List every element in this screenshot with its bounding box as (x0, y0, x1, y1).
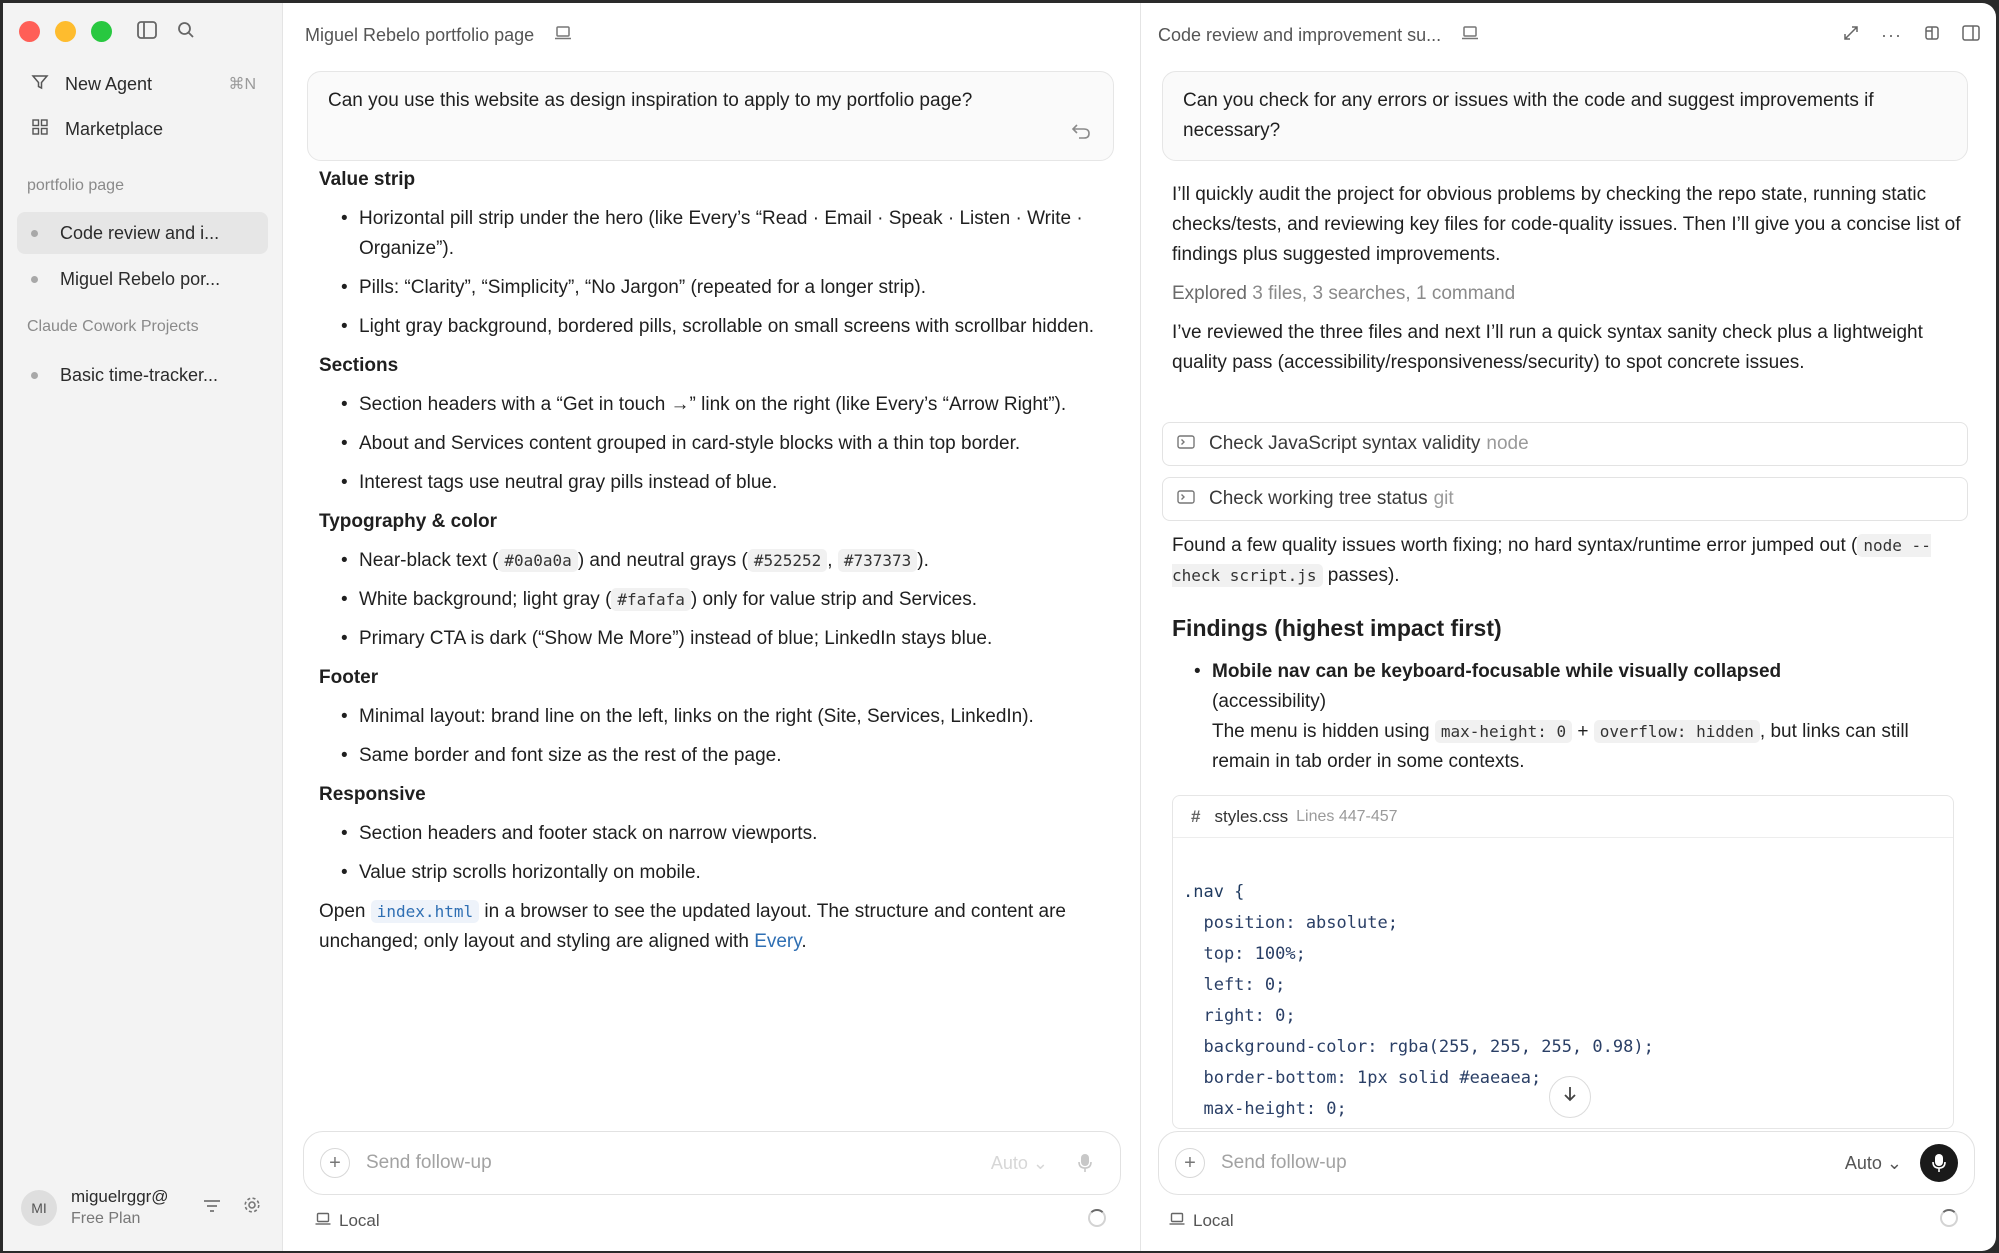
assistant-response-findings (1172, 531, 1962, 777)
code-snippet-header[interactable] (1173, 796, 1953, 838)
expand-icon[interactable] (1843, 25, 1859, 46)
section-heading: Value strip (319, 169, 416, 190)
maximize-window-button[interactable] (91, 21, 112, 42)
mode-label: Auto (1844, 1152, 1882, 1173)
user-panel (21, 1183, 264, 1233)
text: ) only for value strip and Services. (690, 589, 978, 610)
text: + (1572, 721, 1594, 742)
list-item: • Value strip scrolls horizontally on mobile. (359, 858, 1109, 888)
inline-code: #525252 (748, 549, 827, 572)
section-portfolio-page: portfolio page (27, 177, 124, 194)
location-label: Local (1193, 1211, 1234, 1230)
grid-icon (29, 119, 51, 140)
user-message-bubble (1162, 71, 1968, 161)
new-agent-button[interactable] (17, 64, 268, 104)
left-composer (303, 1131, 1121, 1195)
text: , (827, 550, 838, 571)
text: White background; light gray ( (359, 589, 612, 610)
terminal-icon (1177, 490, 1195, 508)
inline-code: #fafafa (611, 588, 690, 611)
right-chat-pane (1141, 3, 1996, 1251)
scroll-to-bottom-button[interactable] (1549, 1076, 1591, 1118)
code-line: background-color: rgba(255, 255, 255, 0.98); (1183, 1037, 1654, 1057)
location-label: Local (339, 1211, 380, 1230)
findings-heading: Findings (highest impact first) (1172, 615, 1502, 641)
laptop-icon (1461, 25, 1479, 46)
plus-icon[interactable]: + (320, 1148, 350, 1178)
code-line: top: 100%; (1183, 944, 1306, 964)
inline-code: overflow: hidden (1594, 720, 1760, 743)
code-file-name: styles.css (1214, 806, 1289, 826)
list-item: • Interest tags use neutral gray pills instead of blue. (359, 468, 1109, 498)
sidebar-project-time-tracker[interactable] (17, 354, 268, 396)
user-message-text: Can you check for any errors or issues with the code and suggest improvements if necessary? (1183, 90, 1874, 141)
explored-summary[interactable] (1172, 279, 1962, 309)
sidebar-conversation-portfolio[interactable] (17, 258, 268, 300)
mode-label: Auto (990, 1152, 1028, 1173)
minimize-window-button[interactable] (55, 21, 76, 42)
mic-icon[interactable] (1920, 1144, 1958, 1182)
list-item: • Light gray background, bordered pills, scrollable on small screens with scrollbar hidden. (359, 312, 1109, 342)
assistant-response (319, 165, 1109, 966)
paragraph: I’ve reviewed the three files and next I’ll run a quick syntax sanity check plus a lightweight quality pass (accessibility/responsiveness/security) to spot concrete issues. (1172, 322, 1923, 373)
list-item: • Section headers with a “Get in touch →” link on the right (like Every’s “Arrow Right”). (359, 390, 1109, 420)
terminal-icon (1177, 435, 1195, 453)
marketplace-label: Marketplace (65, 118, 164, 139)
composer-input[interactable]: Send follow-up (366, 1152, 492, 1173)
closing-paragraph (319, 897, 1109, 957)
text: The menu is hidden using (1212, 721, 1435, 742)
gear-icon[interactable] (240, 1196, 264, 1220)
section-cowork-projects: Claude Cowork Projects (27, 318, 199, 335)
text: passes). (1322, 565, 1400, 586)
finding-title: Mobile nav can be keyboard-focusable while visually collapsed (1212, 661, 1782, 682)
inline-code: max-height: 0 (1435, 720, 1572, 743)
mode-selector[interactable] (991, 1153, 1048, 1174)
bullet-list (319, 702, 1109, 771)
text: . (801, 931, 807, 952)
more-icon[interactable]: ··· (1881, 24, 1902, 45)
funnel-icon (29, 74, 51, 95)
section-heading: Sections (319, 355, 399, 376)
paragraph: I’ll quickly audit the project for obvious problems by checking the repo state, running static checks/tests, and reviewing key files for code-quality issues. Then I’ll give you a concise list of findings plus suggested improvements. (1172, 184, 1961, 265)
project-label: Basic time-tracker... (60, 364, 219, 385)
text: ) and neutral grays ( (577, 550, 748, 571)
text: , but links can still remain in tab order in some contexts. (1212, 721, 1909, 772)
window-controls (19, 21, 112, 42)
conversation-label: Miguel Rebelo por... (60, 268, 221, 289)
right-pane-header (1158, 23, 1980, 47)
bullet-list (319, 546, 1109, 654)
sidebar (3, 3, 283, 1251)
laptop-icon (554, 25, 572, 46)
filter-icon[interactable] (200, 1197, 224, 1220)
bullet-list (319, 390, 1109, 498)
search-icon[interactable] (177, 21, 195, 44)
new-agent-label: New Agent (65, 73, 153, 94)
command-tool: node (1486, 433, 1529, 454)
avatar[interactable]: MI (21, 1190, 57, 1226)
list-item: • Horizontal pill strip under the hero (like Every’s “Read · Email · Speak · Listen · Write · Organize”). (359, 204, 1109, 264)
loading-spinner (1940, 1209, 1958, 1227)
finding-tag: (accessibility) (1212, 691, 1327, 712)
marketplace-button[interactable] (17, 109, 268, 149)
code-line-range: Lines 447-457 (1296, 807, 1398, 825)
left-chat-pane (283, 3, 1141, 1251)
arrow-down-icon (1562, 1085, 1578, 1109)
command-javascript-syntax[interactable] (1162, 422, 1968, 466)
laptop-icon (1169, 1212, 1185, 1230)
new-agent-shortcut: ⌘N (228, 76, 256, 93)
sidebar-conversation-code-review[interactable] (17, 212, 268, 254)
left-pane-header (305, 23, 1124, 47)
text: in a browser to see the updated layout. The structure and content are unchanged; only layout and styling are aligned with (319, 901, 1066, 952)
code-line: .nav { (1183, 882, 1245, 902)
finding-item (1172, 657, 1962, 777)
section-heading: Footer (319, 667, 379, 688)
assistant-response-intro (1172, 180, 1962, 387)
paragraph (1172, 531, 1962, 591)
user-message-bubble (307, 71, 1114, 161)
command-git-status[interactable] (1162, 477, 1968, 521)
list-item: • Same border and font size as the rest of the page. (359, 741, 1109, 771)
finding-description (1212, 717, 1962, 777)
user-message-text: Can you use this website as design inspiration to apply to my portfolio page? (328, 90, 973, 111)
code-line: right: 0; (1183, 1006, 1296, 1026)
command-tool: git (1433, 488, 1454, 509)
bullet (31, 230, 38, 237)
list-item (359, 585, 1109, 615)
panel-icon[interactable] (1962, 25, 1980, 46)
conversation-label: Code review and i... (60, 222, 220, 243)
section-heading: Responsive (319, 784, 426, 805)
list-item (359, 546, 1109, 576)
bullet-list (319, 204, 1109, 342)
undo-icon[interactable] (1071, 118, 1091, 148)
list-item: • Minimal layout: brand line on the left, links on the right (Site, Services, LinkedIn). (359, 702, 1109, 732)
mode-selector[interactable] (1845, 1153, 1902, 1174)
list-item: • Primary CTA is dark (“Show Me More”) instead of blue; LinkedIn stays blue. (359, 624, 1109, 654)
close-window-button[interactable] (19, 21, 40, 42)
user-info[interactable] (71, 1186, 181, 1230)
loading-spinner (1088, 1209, 1106, 1227)
bullet (31, 276, 38, 283)
inline-code: node --check script.js (1172, 536, 1931, 585)
command-label: Check JavaScript syntax validity (1209, 433, 1481, 454)
text: Near-black text ( (359, 550, 499, 571)
laptop-icon (315, 1212, 331, 1230)
inline-code: #0a0a0a (498, 549, 577, 572)
every-link[interactable]: Every (754, 931, 802, 952)
bullet (31, 372, 38, 379)
user-plan: Free Plan (71, 1210, 141, 1227)
code-line: border-bottom: 1px solid #eaeaea; (1183, 1068, 1542, 1088)
section-heading: Typography & color (319, 511, 498, 532)
command-label: Check working tree status (1209, 488, 1428, 509)
bullet-list (319, 819, 1109, 888)
chevron-down-icon: ⌄ (1032, 1152, 1048, 1173)
explored-label: Explored (1172, 283, 1247, 304)
file-link[interactable]: index.html (371, 900, 479, 923)
composer-input[interactable]: Send follow-up (1221, 1152, 1347, 1173)
sidebar-toggle-icon[interactable] (137, 21, 157, 44)
text: ). (917, 550, 929, 571)
chevron-down-icon: ⌄ (1886, 1152, 1902, 1173)
list-item: • Pills: “Clarity”, “Simplicity”, “No Jargon” (repeated for a longer strip). (359, 273, 1109, 303)
right-footer-location[interactable] (1169, 1211, 1234, 1231)
left-footer-location[interactable] (315, 1211, 380, 1231)
code-line: position: absolute; (1183, 913, 1398, 933)
hash-icon: # (1191, 806, 1201, 826)
header-tools (1843, 25, 1980, 46)
plus-icon[interactable]: + (1175, 1148, 1205, 1178)
app-window (3, 3, 1996, 1251)
user-name: miguelrggr@ (71, 1187, 169, 1206)
split-icon[interactable] (1924, 25, 1940, 46)
list-item: • About and Services content grouped in card-style blocks with a thin top border. (359, 429, 1109, 459)
right-composer (1158, 1131, 1975, 1195)
right-pane-title: Code review and improvement su... (1158, 24, 1442, 45)
explored-detail: 3 files, 3 searches, 1 command (1252, 283, 1516, 304)
left-pane-title: Miguel Rebelo portfolio page (305, 24, 535, 45)
code-line: max-height: 0; (1183, 1099, 1347, 1119)
list-item: • Section headers and footer stack on narrow viewports. (359, 819, 1109, 849)
mic-icon[interactable] (1066, 1144, 1104, 1182)
code-line: left: 0; (1183, 975, 1286, 995)
text: Open (319, 901, 371, 922)
inline-code: #737373 (838, 549, 917, 572)
text: Found a few quality issues worth fixing; no hard syntax/runtime error jumped out ( (1172, 535, 1858, 556)
